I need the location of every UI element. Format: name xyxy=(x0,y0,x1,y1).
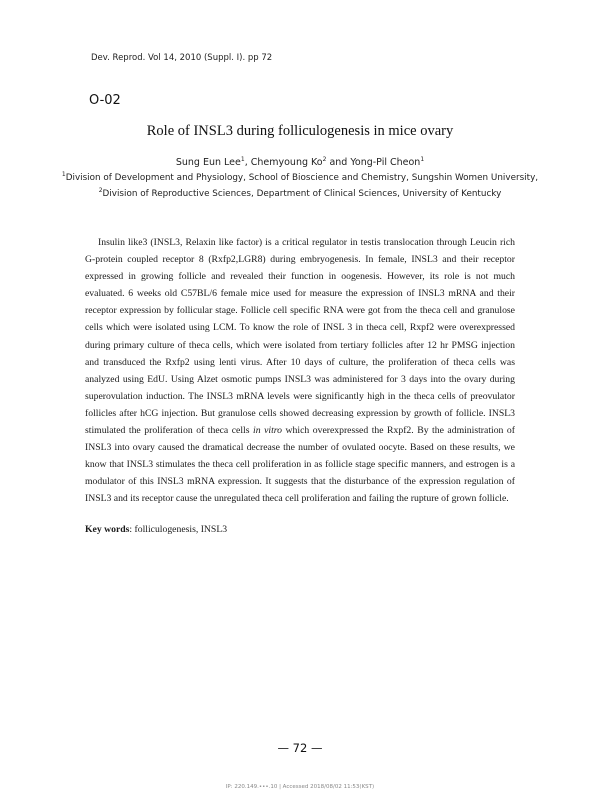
abstract-text: which overexpressed the Rxpf2. By the administration of INSL3 into ovary caused the dramatical decrease the number of ovulated oocyte. Based on these results, we know that INSL3 stimulates the theca cell proliferation in as follicle stage specific manners, and estrogen is a modulator of this INSL3 mRNA expression. It suggests that the disturbance of the expression regulation of INSL3 and its receptor cause the unregulated theca cell proliferation and failing the rupture of grown follicle. xyxy=(85,425,515,505)
abstract-code: O-02 xyxy=(89,93,121,108)
author-name: Yong-Pil Cheon xyxy=(350,157,421,168)
author-affiliation-mark: 2 xyxy=(322,155,327,163)
author-separator: and xyxy=(326,157,351,168)
affiliation-text: Division of Development and Physiology, School of Bioscience and Chemistry, Sungshin Women University, xyxy=(65,173,539,183)
author-name: Sung Eun Lee xyxy=(175,157,241,168)
abstract-text: Insulin like3 (INSL3, Relaxin like factor) is a critical regulator in testis translocation through Leucin rich G-protein coupled receptor 8 (Rxfp2,LGR8) during embryogenesis. In female, INSL3 and their receptor expressed in growing follicle and revealed their function in oogenesis. However, its role is not much evaluated. 6 weeks old C57BL/6 female mice used for measure the expression of INSL3 mRNA and their receptor expression by follicular stage. Follicle cell specific RNA were got from the theca cell and granulose cells which were isolated using LCM. To know the role of INSL 3 in theca cell, Rxpf2 were overexpressed during primary culture of theca cells, which were isolated from tertiary follicles after 12 hr PMSG injection and transduced the Rxfp2 using lenti virus. After 10 days of culture, the proliferation of theca cells was analyzed using EdU. Using Alzet osmotic pumps INSL3 was administered for 3 days into the ovary during superovulation induction. The INSL3 mRNA levels were significantly high in the theca cells of preovulator follicles after hCG injection. But granulose cells showed decreasing expression by growth of follicle. INSL3 stimulated the proliferation of theca cells xyxy=(85,237,515,437)
keywords-text: : folliculogenesis, INSL3 xyxy=(129,524,228,535)
affiliation-text: Division of Reproductive Sciences, Department of Clinical Sciences, University of Kentucky xyxy=(102,189,502,199)
affiliation-2 xyxy=(0,189,600,199)
author-affiliation-mark: 1 xyxy=(240,155,245,163)
affiliation-mark: 1 xyxy=(61,171,66,179)
author-name: Chemyoung Ko xyxy=(250,157,323,168)
paper-title: Role of INSL3 during folliculogenesis in mice ovary xyxy=(146,123,454,139)
access-footer: IP: 220.149.•••.10 | Accessed 2018/08/02 11:53(KST) xyxy=(225,784,375,790)
abstract-italic-term: in vitro xyxy=(253,425,283,437)
affiliation-1 xyxy=(0,173,600,183)
page-number: — 72 — xyxy=(277,741,323,755)
keywords-line xyxy=(85,524,227,535)
abstract-body xyxy=(85,234,515,508)
journal-citation: Dev. Reprod. Vol 14, 2010 (Suppl. I). pp 72 xyxy=(91,53,273,63)
author-separator: , xyxy=(244,157,251,168)
keywords-label: Key words xyxy=(85,524,130,535)
author-list xyxy=(0,157,600,168)
abstract-paragraph xyxy=(85,234,515,508)
author-affiliation-mark: 1 xyxy=(420,155,425,163)
affiliation-mark: 2 xyxy=(98,187,103,195)
